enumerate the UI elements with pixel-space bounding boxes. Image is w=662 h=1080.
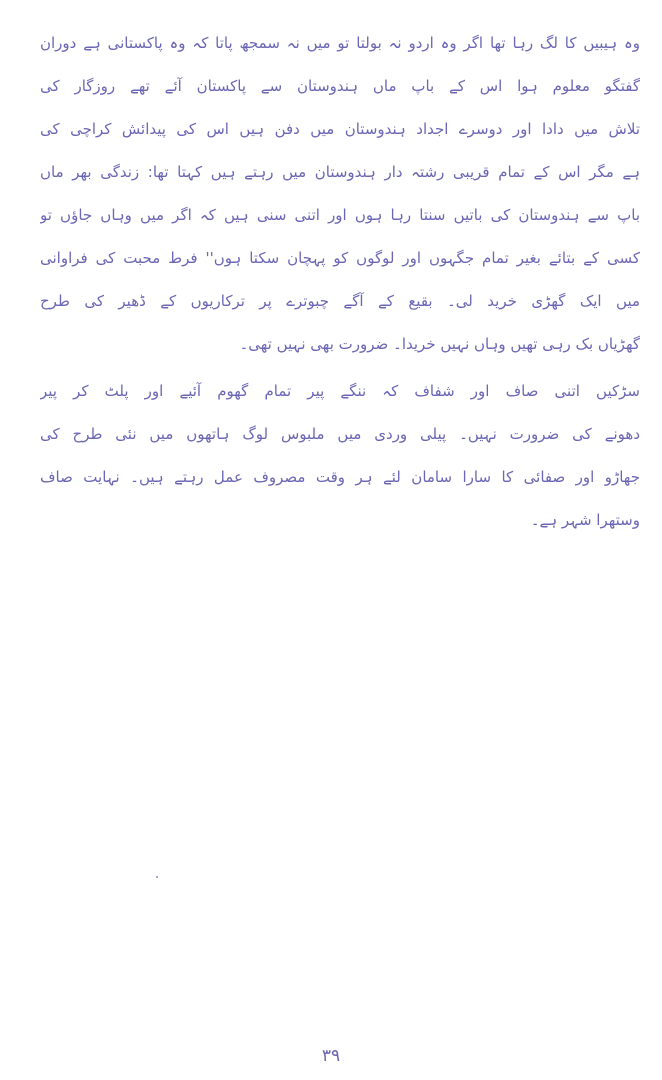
text-line: باپ سے ہندوستان کی باتیں سنتا رہا ہوں اور اتنی سنی ہیں کہ اگر میں وہاں جاؤں تو	[40, 206, 640, 224]
text-line: گھڑیاں بک رہی تھیں وہاں نہیں خریدا۔ ضرورت بھی نہیں تھی۔	[239, 335, 640, 353]
page-body	[40, 22, 640, 542]
text-line: تلاش میں دادا اور دوسرے اجداد ہندوستان میں دفن ہیں اس کی پیدائش کراچی کی	[40, 120, 640, 138]
text-line: سڑکیں اتنی صاف اور شفاف کہ ننگے پیر تمام گھوم آئیے اور پلٹ کر پیر	[40, 382, 640, 400]
text-line: میں ایک گھڑی خرید لی۔ بقیع کے آگے چبوترے پر ترکاریوں کے ڈھیر کی طرح	[40, 292, 640, 310]
text-line: گفتگو معلوم ہوا اس کے باپ ماں ہندوستان سے پاکستان آئے تھے روزگار کی	[40, 77, 640, 95]
text-line: دھونے کی ضرورت نہیں۔ پیلی وردی میں ملبوس لوگ ہاتھوں میں نئی طرح کی	[40, 425, 640, 443]
page-number: ۳۹	[321, 1046, 341, 1066]
paragraph-2	[40, 370, 640, 542]
text-line: جھاڑو اور صفائی کا سارا سامان لئے ہر وقت مصروف عمل رہتے ہیں۔ نہایت صاف	[40, 468, 640, 486]
text-line: ہے مگر اس کے تمام قریبی رشتہ دار ہندوستان میں رہتے ہیں کہتا تھا: زندگی بھر ماں	[40, 163, 640, 181]
paragraph-1	[40, 22, 640, 366]
scan-speck	[156, 876, 158, 878]
text-line: وستھرا شہر ہے۔	[530, 511, 640, 529]
text-line: کسی کے بتائے بغیر تمام جگہوں اور لوگوں کو پہچان سکتا ہوں'' فرط محبت کی فراوانی	[40, 249, 640, 267]
text-line: وہ ہیبیں کا لگ رہا تھا اگر وہ اردو نہ بولتا تو میں نہ سمجھ پاتا کہ وہ پاکستانی ہے دوران	[40, 34, 640, 52]
